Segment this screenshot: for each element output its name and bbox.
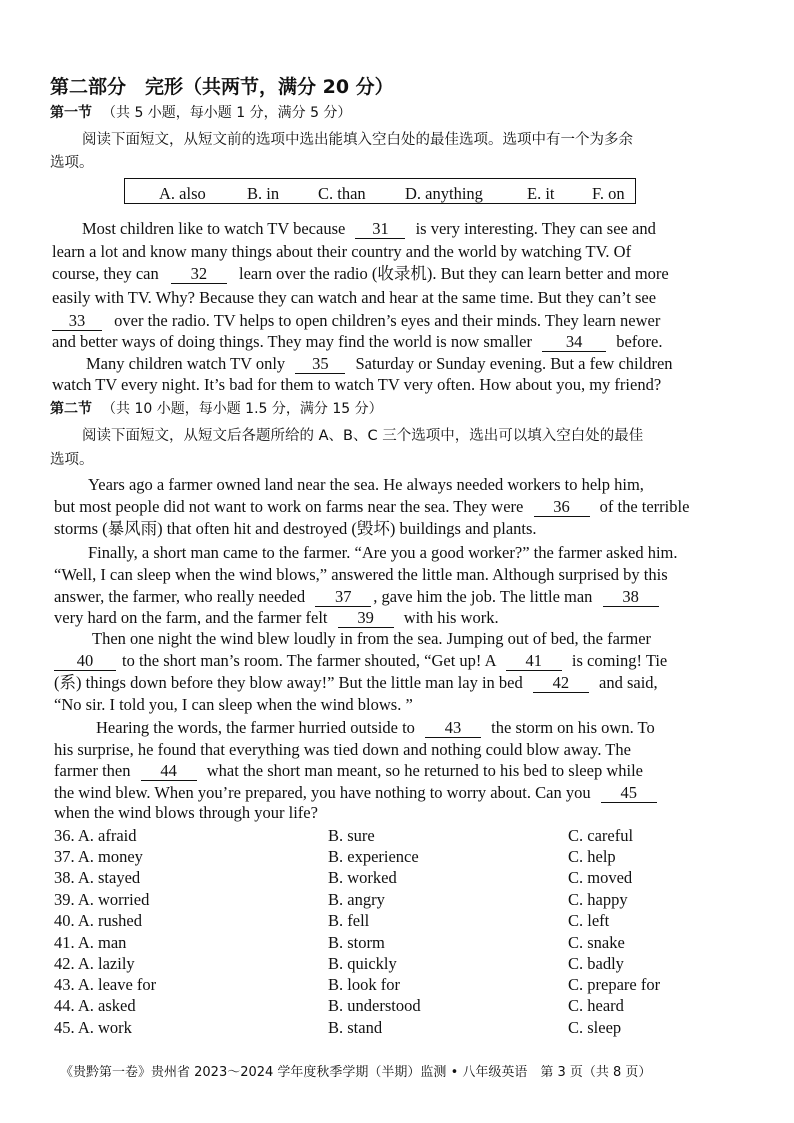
option-b: B. fell <box>328 911 370 930</box>
option-a: 39. A. worried <box>54 890 150 909</box>
blank-40: 40 <box>54 653 116 671</box>
passage2-line: farmer then 44 what the short man meant, so he returned to his bed to sleep while <box>54 761 643 780</box>
word-option: E. it <box>527 184 555 203</box>
passage2-line: storms (暴风雨) that often hit and destroyed (毁坏) buildings and plants. <box>54 519 537 538</box>
option-c: C. careful <box>568 826 634 845</box>
blank-44: 44 <box>141 763 197 781</box>
passage2-line: Hearing the words, the farmer hurried outside to 43 the storm on his own. To <box>96 718 655 737</box>
section2-note: （共 10 小题，每小题 1.5 分，满分 15 分） <box>102 401 383 417</box>
blank-39: 39 <box>338 610 394 628</box>
option-a: 38. A. stayed <box>54 868 141 887</box>
passage2-line: his surprise, he found that everything was tied down and nothing could blow away. The <box>54 740 631 759</box>
option-a: 41. A. man <box>54 933 127 952</box>
passage2-line: very hard on the farm, and the farmer felt 39 with his work. <box>54 608 499 627</box>
passage2-line: 40 to the short man’s room. The farmer shouted, “Get up! A 41 is coming! Tie <box>54 653 667 671</box>
blank-36: 36 <box>534 499 590 517</box>
passage2-line: Finally, a short man came to the farmer. “Are you a good worker?” the farmer asked him. <box>88 543 678 562</box>
option-c: C. happy <box>568 890 628 909</box>
page-footer: 《贵黔第一卷》贵州省 2023～2024 学年度秋季学期（半期）监测 • 八年级英语 第 3 页（共 8 页） <box>60 1065 652 1080</box>
word-option-box <box>124 178 636 204</box>
blank-35: 35 <box>295 356 345 374</box>
blank-33: 33 <box>52 313 102 331</box>
passage2-line: “No sir. I told you, I can sleep when the wind blows. ” <box>54 695 413 714</box>
option-c: C. heard <box>568 996 624 1015</box>
passage1-line: course, they can 32 learn over the radio (收录机). But they can learn better and more <box>52 264 669 283</box>
blank-32: 32 <box>171 266 227 284</box>
option-c: C. sleep <box>568 1018 622 1037</box>
option-c: C. prepare for <box>568 975 661 994</box>
word-option: A. also <box>159 184 206 203</box>
section1-note: （共 5 小题，每小题 1 分，满分 5 分） <box>102 105 352 121</box>
passage2-line: the wind blew. When you’re prepared, you have nothing to worry about. Can you 45 <box>54 785 657 803</box>
word-option: F. on <box>592 184 625 203</box>
option-b: B. worked <box>328 868 397 887</box>
option-c: C. help <box>568 847 616 866</box>
option-c: C. left <box>568 911 610 930</box>
part-title: 第二部分 完形（共两节，满分 20 分） <box>50 76 394 98</box>
passage1-line: watch TV every night. It’s bad for them to watch TV very often. How about you, my friend? <box>52 375 662 394</box>
passage1-line: Most children like to watch TV because 31 is very interesting. They can see and <box>82 219 656 238</box>
option-b: B. experience <box>328 847 419 866</box>
option-a: 43. A. leave for <box>54 975 157 994</box>
option-a: 42. A. lazily <box>54 954 135 973</box>
option-a: 44. A. asked <box>54 996 136 1015</box>
option-a: 37. A. money <box>54 847 143 866</box>
passage1-line: 33 over the radio. TV helps to open children’s eyes and their minds. They learn newer <box>52 313 660 331</box>
passage2-line: when the wind blows through your life? <box>54 803 318 822</box>
passage1-line: and better ways of doing things. They may find the world is now smaller 34 before. <box>52 332 663 351</box>
word-option: C. than <box>318 184 366 203</box>
section2-heading: 第二节 <box>50 401 92 417</box>
passage1-line: Many children watch TV only 35 Saturday or Sunday evening. But a few children <box>86 354 673 373</box>
passage2-line: (系) things down before they blow away!” But the little man lay in bed 42 and said, <box>54 673 658 692</box>
option-b: B. storm <box>328 933 385 952</box>
option-b: B. angry <box>328 890 385 909</box>
passage2-line: but most people did not want to work on farms near the sea. They were 36 of the terrible <box>54 497 690 516</box>
section1-header <box>50 106 351 120</box>
section1-instruction-line2: 选项。 <box>50 155 94 171</box>
option-b: B. look for <box>328 975 400 994</box>
option-c: C. moved <box>568 868 633 887</box>
section1-heading: 第一节 <box>50 105 92 121</box>
passage1-line: easily with TV. Why? Because they can watch and hear at the same time. But they can’t see <box>52 288 657 307</box>
option-a: 36. A. afraid <box>54 826 137 845</box>
blank-34: 34 <box>542 334 606 352</box>
option-b: B. understood <box>328 996 421 1015</box>
word-option: B. in <box>247 184 280 203</box>
section2-instruction-line2: 选项。 <box>50 452 94 468</box>
section2-header <box>50 402 383 416</box>
blank-41: 41 <box>506 653 562 671</box>
passage2-line: answer, the farmer, who really needed 37 , gave him the job. The little man 38 <box>54 589 659 607</box>
option-c: C. snake <box>568 933 625 952</box>
blank-43: 43 <box>425 720 481 738</box>
passage1-line: learn a lot and know many things about their country and the world by watching TV. Of <box>52 242 632 261</box>
blank-38: 38 <box>603 589 659 607</box>
blank-42: 42 <box>533 675 589 693</box>
blank-31: 31 <box>355 221 405 239</box>
passage2-line: Then one night the wind blew loudly in from the sea. Jumping out of bed, the farmer <box>92 629 652 648</box>
option-a: 45. A. work <box>54 1018 132 1037</box>
blank-45: 45 <box>601 785 657 803</box>
section1-instruction-line1: 阅读下面短文，从短文前的选项中选出能填入空白处的最佳选项。选项中有一个为多余 <box>82 132 633 148</box>
passage2-line: Years ago a farmer owned land near the sea. He always needed workers to help him, <box>88 475 644 494</box>
option-b: B. stand <box>328 1018 383 1037</box>
section2-instruction-line1: 阅读下面短文，从短文后各题所给的 A、B、C 三个选项中，选出可以填入空白处的最佳 <box>82 428 644 444</box>
passage2-line: “Well, I can sleep when the wind blows,” answered the little man. Although surprised by this <box>54 565 668 584</box>
word-option: D. anything <box>405 184 483 203</box>
option-b: B. quickly <box>328 954 397 973</box>
option-c: C. badly <box>568 954 624 973</box>
blank-37: 37 <box>315 589 371 607</box>
option-a: 40. A. rushed <box>54 911 142 930</box>
option-b: B. sure <box>328 826 375 845</box>
